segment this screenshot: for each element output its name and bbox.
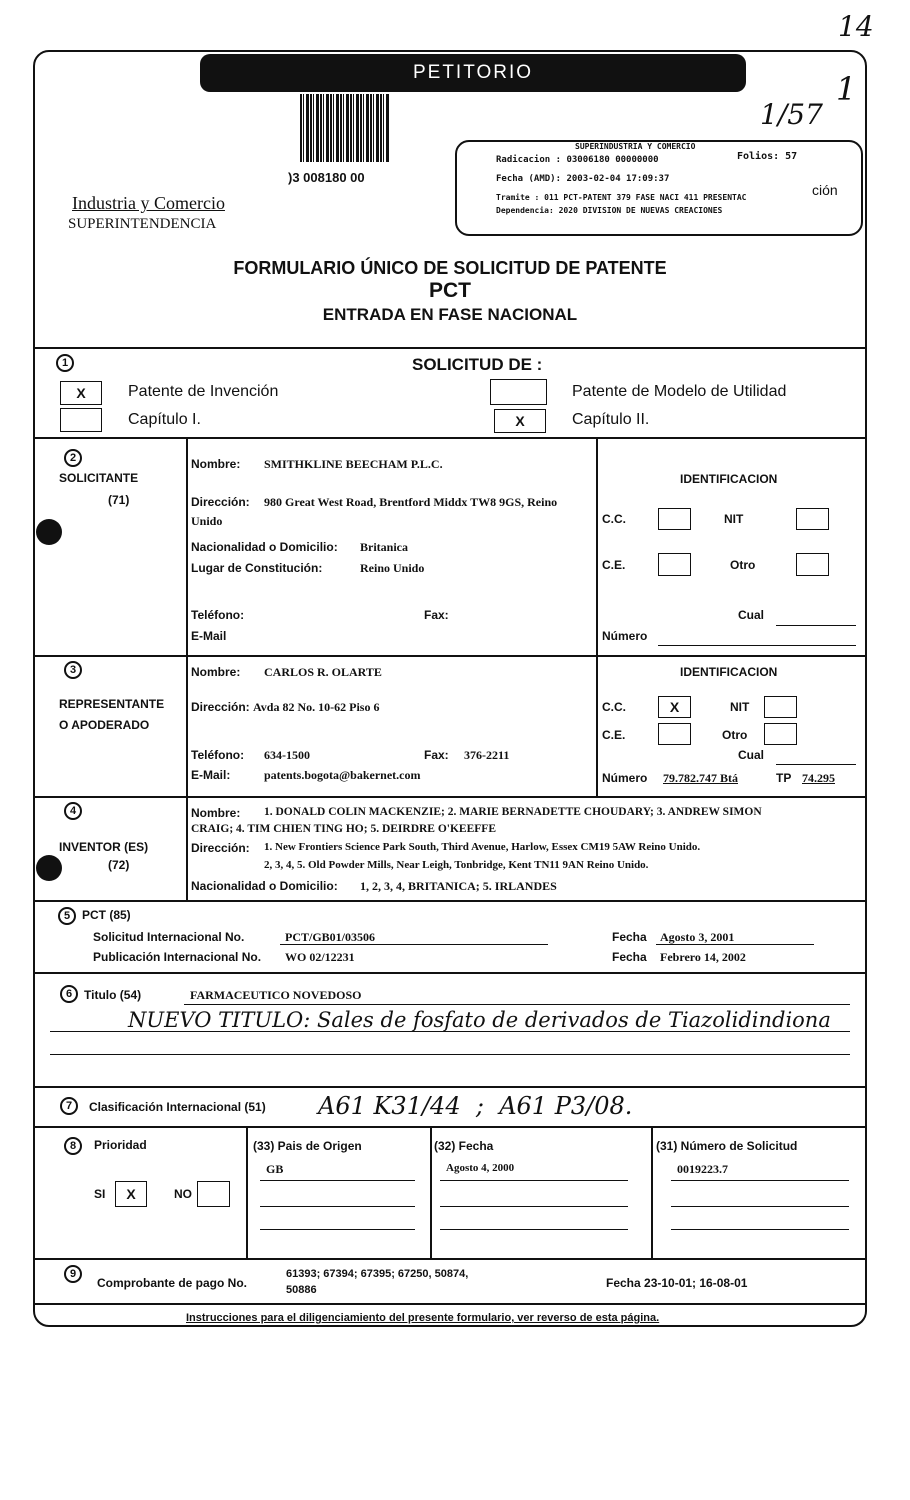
inventor-heading: INVENTOR (ES) — [59, 840, 149, 854]
section-9-number: 9 — [64, 1265, 82, 1283]
pais-origen: GB — [266, 1162, 284, 1176]
comprobante-heading: Comprobante de pago No. — [97, 1276, 247, 1290]
inventor-code: (72) — [108, 858, 130, 872]
representante-tp-label: TP — [776, 771, 792, 785]
folio-handwritten-number: 1 — [836, 70, 857, 108]
solicitante-direccion-1: 980 Great West Road, Brentford Middx TW8 9GS, Reino — [264, 495, 558, 509]
patente-invencion-checkbox[interactable]: X — [60, 381, 102, 405]
inventor-direccion-2: 2, 3, 4, 5. Old Powder Mills, Near Leigh, Tonbridge, Kent TN11 9AN Reino Unido. — [264, 859, 649, 871]
barcode-image — [300, 94, 390, 162]
pct-fecha-2-label: Fecha — [612, 950, 647, 964]
prioridad-heading: Prioridad — [94, 1138, 147, 1152]
prioridad-no-label: NO — [174, 1187, 192, 1201]
pct-fecha-1: Agosto 3, 2001 — [660, 930, 735, 944]
solicitante-lugar-label: Lugar de Constitución: — [191, 561, 323, 575]
solicitante-otro-checkbox[interactable] — [796, 553, 829, 576]
prioridad-fecha: Agosto 4, 2000 — [446, 1162, 515, 1174]
comprobante-fecha: Fecha 23-10-01; 16-08-01 — [606, 1276, 748, 1290]
solicitante-lugar: Reino Unido — [360, 561, 425, 575]
solicitante-ce-label: C.E. — [602, 558, 626, 572]
capitulo-1-checkbox[interactable] — [60, 408, 102, 432]
representante-heading: REPRESENTANTE — [59, 697, 165, 711]
patente-modelo-label: Patente de Modelo de Utilidad — [572, 383, 787, 400]
section-8-number: 8 — [64, 1137, 82, 1155]
representante-ce-label: C.E. — [602, 728, 626, 742]
form-title: FORMULARIO ÚNICO DE SOLICITUD DE PATENTE — [233, 258, 667, 278]
inventor-direccion-1: 1. New Frontiers Science Park South, Third Avenue, Harlow, Essex CM19 5AW Reino Unido. — [264, 841, 701, 853]
capitulo-2-checkbox[interactable]: X — [494, 409, 546, 433]
solicitante-code: (71) — [108, 493, 130, 507]
inventor-nombre-2: CRAIG; 4. TIM CHIEN TING HO; 5. DEIRDRE O'KEEFFE — [191, 823, 496, 835]
inventor-direccion-label: Dirección: — [191, 841, 250, 855]
solicitante-cc-checkbox[interactable] — [658, 508, 691, 530]
solicitante-nacionalidad: Britanica — [360, 540, 408, 554]
solicitante-nacionalidad-label: Nacionalidad o Domicilio: — [191, 540, 338, 554]
form-title-fase: ENTRADA EN FASE NACIONAL — [322, 305, 578, 324]
solicitante-identificacion-title: IDENTIFICACION — [680, 472, 778, 486]
section-7-number: 7 — [60, 1097, 78, 1115]
prioridad-fecha-label: (32) Fecha — [434, 1139, 494, 1153]
titulo-handwritten: NUEVO TITULO: Sales de fosfato de derivados de Tiazolidindiona — [128, 1008, 831, 1032]
capitulo-2-label: Capítulo II. — [572, 411, 650, 428]
solicitante-nit-checkbox[interactable] — [796, 508, 829, 530]
folio-handwritten-fraction: 1/57 — [760, 98, 823, 131]
pct-heading: PCT (85) — [82, 908, 131, 922]
comprobante-numeros-1: 61393; 67394; 67395; 67250, 50874, — [286, 1268, 469, 1280]
pct-fecha-1-label: Fecha — [612, 930, 647, 944]
stamp-line0: SUPERINDUSTRIA Y COMERCIO — [575, 142, 696, 151]
solicitante-direccion-label: Dirección: — [191, 495, 250, 509]
representante-identificacion-title: IDENTIFICACION — [680, 665, 778, 679]
representante-telefono: 634-1500 — [264, 748, 310, 762]
binder-hole-icon — [36, 855, 62, 881]
representante-direccion: Avda 82 No. 10-62 Piso 6 — [253, 700, 380, 714]
solicitante-email-label: E-Mail — [191, 629, 227, 643]
prioridad-no-checkbox[interactable] — [197, 1181, 230, 1207]
pais-origen-label: (33) Pais de Origen — [253, 1139, 362, 1153]
representante-cc-checkbox[interactable]: X — [658, 696, 691, 718]
publicacion-internacional-label: Publicación Internacional No. — [93, 950, 262, 964]
pct-fecha-2: Febrero 14, 2002 — [660, 950, 746, 964]
instrucciones-footer: Instrucciones para el diligenciamiento del presente formulario, ver reverso de esta página. — [186, 1312, 660, 1324]
section-3-number: 3 — [64, 661, 82, 679]
solicitante-nit-label: NIT — [724, 512, 744, 526]
solicitante-telefono-label: Teléfono: — [191, 608, 245, 622]
solicitud-de-title: SOLICITUD DE : — [412, 355, 543, 374]
clasificacion-heading: Clasificación Internacional (51) — [89, 1100, 266, 1114]
solicitante-ce-checkbox[interactable] — [658, 553, 691, 576]
stamp-tramite-tail: ción — [812, 182, 838, 198]
titulo-heading: Titulo (54) — [84, 988, 142, 1002]
representante-email: patents.bogota@bakernet.com — [264, 768, 421, 782]
representante-numero: 79.782.747 Btá — [663, 771, 738, 785]
prioridad-si-label: SI — [94, 1187, 106, 1201]
solicitud-internacional-label: Solicitud Internacional No. — [93, 930, 245, 944]
publicacion-internacional: WO 02/12231 — [285, 950, 355, 964]
representante-direccion-label: Dirección: — [191, 700, 250, 714]
inventor-nacionalidad: 1, 2, 3, 4, BRITANICA; 5. IRLANDES — [360, 879, 557, 893]
clasificacion-handwritten: A61 K31/44 ; A61 P3/08. — [318, 1092, 633, 1120]
representante-numero-label: Número — [602, 771, 648, 785]
solicitante-cc-label: C.C. — [602, 512, 626, 526]
numero-solicitud-label: (31) Número de Solicitud — [656, 1139, 798, 1153]
solicitante-nombre: SMITHKLINE BEECHAM P.L.C. — [264, 457, 443, 471]
prioridad-si-checkbox[interactable]: X — [115, 1181, 147, 1207]
representante-ce-checkbox[interactable] — [658, 723, 691, 745]
solicitante-direccion-2: Unido — [191, 514, 223, 528]
representante-email-label: E-Mail: — [191, 768, 231, 782]
solicitante-nombre-label: Nombre: — [191, 457, 241, 471]
representante-otro-checkbox[interactable] — [764, 723, 797, 745]
org-name: Industria y Comercio — [72, 193, 225, 213]
section-4-number: 4 — [64, 802, 82, 820]
form-title-pct: PCT — [429, 279, 471, 302]
solicitante-fax-label: Fax: — [424, 608, 449, 622]
section-2-number: 2 — [64, 449, 82, 467]
representante-otro-label: Otro — [722, 728, 748, 742]
capitulo-1-label: Capítulo I. — [128, 411, 201, 428]
petitorio-banner: PETITORIO — [200, 54, 746, 92]
titulo-value: FARMACEUTICO NOVEDOSO — [190, 988, 362, 1002]
solicitante-otro-label: Otro — [730, 558, 756, 572]
representante-telefono-label: Teléfono: — [191, 748, 245, 762]
stamp-fecha: Fecha (AMD): 2003-02-04 17:09:37 — [496, 174, 670, 184]
stamp-tramite: Tramite : 011 PCT-PATENT 379 FASE NACI 411 PRESENTAC — [496, 193, 747, 202]
section-6-number: 6 — [60, 985, 78, 1003]
patente-invencion-label: Patente de Invención — [128, 383, 279, 400]
comprobante-numeros-2: 50886 — [286, 1284, 317, 1296]
corner-handwritten-mark: 14 — [838, 10, 874, 43]
org-superintendencia: SUPERINTENDENCIA — [68, 216, 217, 232]
representante-nombre-label: Nombre: — [191, 665, 241, 679]
stamp-radicacion: Radicacion : 03006180 00000000 — [496, 155, 659, 165]
representante-nit-checkbox[interactable] — [764, 696, 797, 718]
barcode-number: )3 008180 00 — [288, 170, 365, 185]
representante-nit-label: NIT — [730, 700, 750, 714]
solicitante-cual-label: Cual — [738, 608, 765, 622]
representante-nombre: CARLOS R. OLARTE — [264, 665, 382, 679]
inventor-nacionalidad-label: Nacionalidad o Domicilio: — [191, 879, 338, 893]
stamp-folios: Folios: 57 — [737, 151, 798, 162]
apoderado-heading: O APODERADO — [59, 718, 150, 732]
section-5-number: 5 — [58, 907, 76, 925]
inventor-nombre-label: Nombre: — [191, 806, 241, 820]
stamp-dependencia: Dependencia: 2020 DIVISION DE NUEVAS CREACIONES — [496, 206, 723, 215]
form-frame — [33, 50, 867, 1327]
section-1-number: 1 — [56, 354, 74, 372]
representante-fax-label: Fax: — [424, 748, 449, 762]
binder-hole-icon — [36, 519, 62, 545]
solicitante-numero-label: Número — [602, 629, 648, 643]
representante-fax: 376-2211 — [464, 748, 510, 762]
solicitud-internacional: PCT/GB01/03506 — [285, 930, 376, 944]
representante-cc-label: C.C. — [602, 700, 626, 714]
numero-solicitud: 0019223.7 — [677, 1162, 728, 1176]
representante-cual-label: Cual — [738, 748, 765, 762]
inventor-nombre-1: 1. DONALD COLIN MACKENZIE; 2. MARIE BERNADETTE CHOUDARY; 3. ANDREW SIMON — [264, 806, 762, 818]
representante-tp: 74.295 — [802, 771, 835, 785]
patente-modelo-checkbox[interactable] — [490, 379, 547, 405]
solicitante-heading: SOLICITANTE — [59, 471, 139, 485]
